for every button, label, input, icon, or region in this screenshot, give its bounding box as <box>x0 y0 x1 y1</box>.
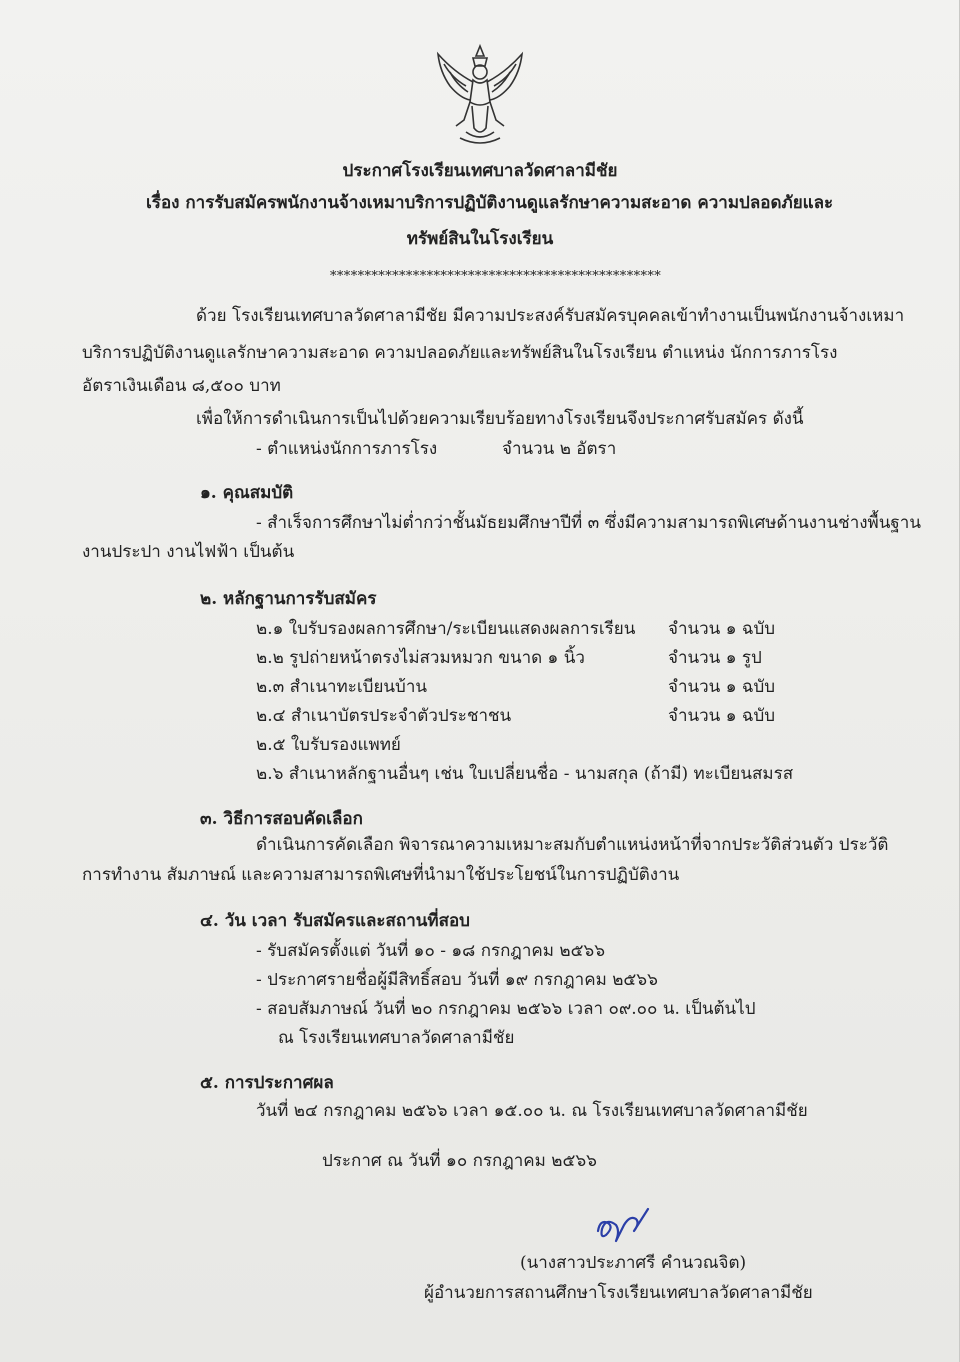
section-5-heading: ๕. การประกาศผล <box>200 1073 334 1093</box>
intro-line-1: ด้วย โรงเรียนเทศบาลวัดศาลามีชัย มีความประสงค์รับสมัครบุคคลเข้าทำงานเป็นพนักงานจ้างเหมา <box>196 306 905 326</box>
section-4-line-3: - สอบสัมภาษณ์ วันที่ ๒๐ กรกฎาคม ๒๕๖๖ เวลา ๐๙.๐๐ น. เป็นต้นไป <box>256 999 756 1019</box>
section-3-line-1: ดำเนินการคัดเลือก พิจารณาความเหมาะสมกับตำแหน่งหน้าที่จากประวัติส่วนตัว ประวัติ <box>256 835 889 855</box>
list-item: ๒.๒ รูปถ่ายหน้าตรงไม่สวมหมวก ขนาด ๑ นิ้ว <box>256 648 585 668</box>
subject-line-1: เรื่อง การรับสมัครพนักงานจ้างเหมาบริการปฏิบัติงานดูแลรักษาความสะอาด ความปลอดภัยและ <box>146 193 834 213</box>
document-title: ประกาศโรงเรียนเทศบาลวัดศาลามีชัย <box>342 161 618 181</box>
section-4-heading: ๔. วัน เวลา รับสมัครและสถานที่สอบ <box>200 911 470 931</box>
garuda-emblem <box>430 42 530 148</box>
intro-line-3: อัตราเงินเดือน ๘,๕๐๐ บาท <box>82 376 281 396</box>
list-item-count: จำนวน ๑ ฉบับ <box>668 677 776 697</box>
section-5-line-1: วันที่ ๒๔ กรกฎาคม ๒๕๖๖ เวลา ๑๕.๐๐ น. ณ โรงเรียนเทศบาลวัดศาลามีชัย <box>256 1101 808 1121</box>
section-1-heading: ๑. คุณสมบัติ <box>200 483 294 503</box>
list-item: ๒.๕ ใบรับรองแพทย์ <box>256 735 401 755</box>
section-3-heading: ๓. วิธีการสอบคัดเลือก <box>200 809 363 829</box>
section-4-line-1: - รับสมัครตั้งแต่ วันที่ ๑๐ - ๑๘ กรกฎาคม ๒๕๖๖ <box>256 941 606 961</box>
announce-date: ประกาศ ณ วันที่ ๑๐ กรกฎาคม ๒๕๖๖ <box>322 1151 597 1171</box>
intro-line-4: เพื่อให้การดำเนินการเป็นไปด้วยความเรียบร้อยทางโรงเรียนจึงประกาศรับสมัคร ดังนี้ <box>196 409 804 429</box>
section-1-line-1: - สำเร็จการศึกษาไม่ต่ำกว่าชั้นมัธยมศึกษาปีที่ ๓ ซึ่งมีความสามารถพิเศษด้านงานช่างพื้นฐาน <box>256 513 921 533</box>
list-item-count: จำนวน ๑ รูป <box>668 648 762 668</box>
signer-name: (นางสาวประภาศรี คำนวณจิต) <box>520 1253 747 1273</box>
section-1-line-2: งานประปา งานไฟฟ้า เป็นต้น <box>82 542 295 562</box>
divider-stars: ************************************************ <box>330 269 662 284</box>
section-3-line-2: การทำงาน สัมภาษณ์ และความสามารถพิเศษที่นำมาใช้ประโยชน์ในการปฏิบัติงาน <box>82 865 680 885</box>
position-name: - ตำแหน่งนักการภารโรง <box>256 439 438 459</box>
subject-line-2: ทรัพย์สินในโรงเรียน <box>406 229 554 249</box>
section-4-line-2: - ประกาศรายชื่อผู้มีสิทธิ์สอบ วันที่ ๑๙ กรกฎาคม ๒๕๖๖ <box>256 970 658 990</box>
intro-line-2: บริการปฏิบัติงานดูแลรักษาความสะอาด ความปลอดภัยและทรัพย์สินในโรงเรียน ตำแหน่ง นักการภารโรง <box>82 343 838 363</box>
section-4-line-4: ณ โรงเรียนเทศบาลวัดศาลามีชัย <box>278 1028 515 1048</box>
list-item: ๒.๔ สำเนาบัตรประจำตัวประชาชน <box>256 706 512 726</box>
signature <box>590 1205 670 1247</box>
position-count: จำนวน ๒ อัตรา <box>502 439 617 459</box>
list-item: ๒.๑ ใบรับรองผลการศึกษา/ระเบียนแสดงผลการเรียน <box>256 619 636 639</box>
list-item-count: จำนวน ๑ ฉบับ <box>668 706 776 726</box>
section-2-heading: ๒. หลักฐานการรับสมัคร <box>200 589 377 609</box>
list-item-count: จำนวน ๑ ฉบับ <box>668 619 776 639</box>
signer-title: ผู้อำนวยการสถานศึกษาโรงเรียนเทศบาลวัดศาลามีชัย <box>424 1283 813 1303</box>
list-item: ๒.๓ สำเนาทะเบียนบ้าน <box>256 677 428 697</box>
list-item: ๒.๖ สำเนาหลักฐานอื่นๆ เช่น ใบเปลี่ยนชื่อ - นามสกุล (ถ้ามี) ทะเบียนสมรส <box>256 764 794 784</box>
